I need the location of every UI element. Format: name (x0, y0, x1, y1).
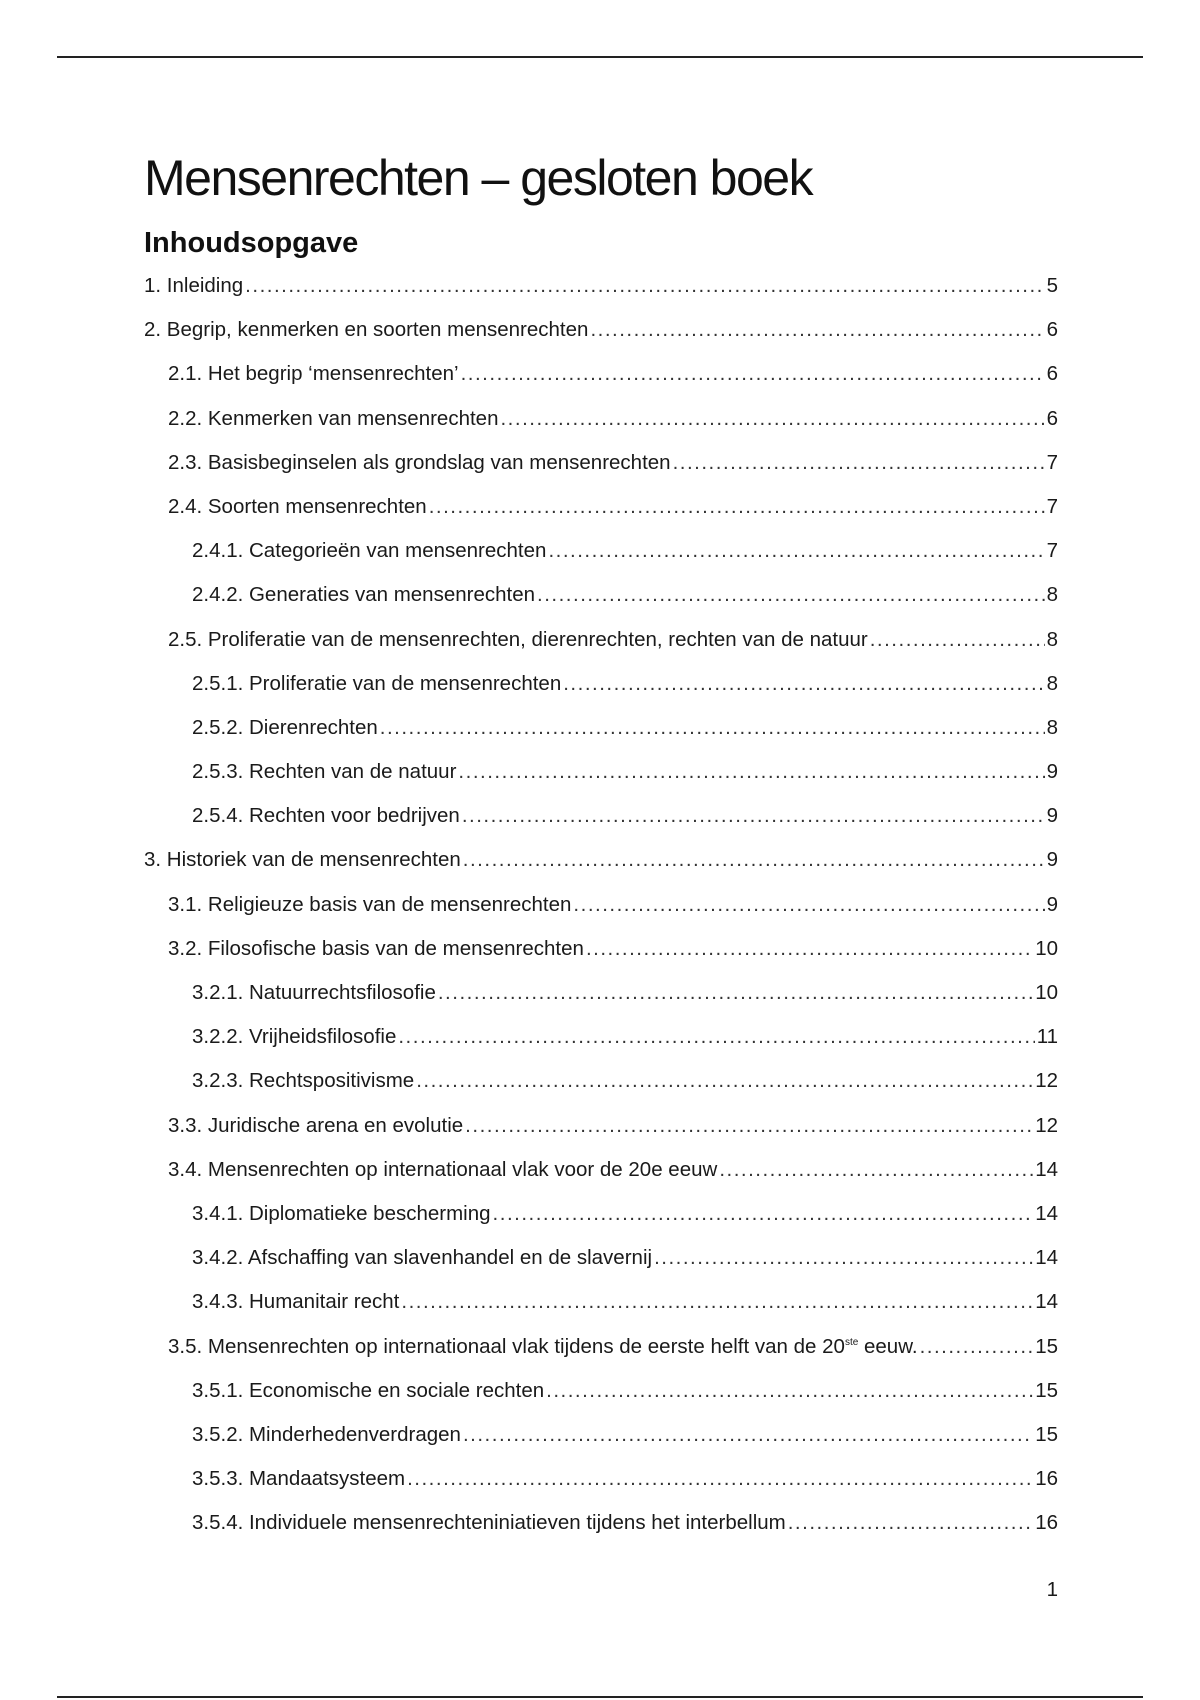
document-title: Mensenrechten – gesloten boek (144, 150, 813, 206)
toc-entry-title: 2.5.4. Rechten voor bedrijven (192, 804, 460, 828)
toc-dot-leader (401, 1290, 1033, 1314)
toc-entry-page: 7 (1046, 539, 1058, 563)
toc-entry-page: 10 (1035, 936, 1058, 960)
table-of-contents (144, 274, 1058, 1555)
toc-entry[interactable] (144, 274, 1058, 318)
toc-entry[interactable] (144, 804, 1058, 848)
toc-entry-title: 2.5.1. Proliferatie van de mensenrechten (192, 671, 562, 695)
toc-entry[interactable] (144, 318, 1058, 362)
toc-entry-page: 9 (1046, 804, 1058, 828)
toc-entry-page: 12 (1035, 1113, 1058, 1137)
toc-dot-leader (654, 1246, 1033, 1270)
toc-dot-leader (590, 318, 1044, 342)
toc-entry[interactable] (144, 937, 1058, 981)
toc-entry-page: 6 (1046, 406, 1058, 430)
toc-entry-page: 8 (1046, 671, 1058, 695)
toc-entry-page: 14 (1035, 1157, 1058, 1181)
toc-entry-title: 2.5.3. Rechten van de natuur (192, 760, 457, 784)
toc-entry-page: 14 (1035, 1290, 1058, 1314)
toc-entry-page: 14 (1035, 1246, 1058, 1270)
toc-entry-title: 3.5.1. Economische en sociale rechten (192, 1378, 545, 1402)
toc-entry[interactable] (144, 362, 1058, 406)
toc-dot-leader (462, 804, 1045, 828)
toc-entry-page: 7 (1046, 494, 1058, 518)
toc-dot-leader (465, 1114, 1033, 1138)
toc-entry-title: 2.4.1. Categorieën van mensenrechten (192, 539, 547, 563)
toc-dot-leader (429, 495, 1045, 519)
toc-entry-title: 2.5. Proliferatie van de mensenrechten, dierenrechten, rechten van de natuur (168, 627, 868, 651)
toc-heading: Inhoudsopgave (144, 227, 359, 259)
toc-entry[interactable] (144, 407, 1058, 451)
toc-entry-title (168, 1335, 918, 1359)
toc-dot-leader (407, 1467, 1033, 1491)
toc-dot-leader (458, 760, 1044, 784)
toc-entry[interactable] (144, 539, 1058, 583)
toc-entry[interactable] (144, 1158, 1058, 1202)
toc-dot-leader (719, 1158, 1033, 1182)
toc-entry-page: 7 (1046, 450, 1058, 474)
toc-entry-page: 11 (1036, 1025, 1058, 1049)
toc-entry-title: 2.1. Het begrip ‘mensenrechten’ (168, 362, 459, 386)
toc-dot-leader (788, 1511, 1033, 1535)
toc-entry-title: 3.2.1. Natuurrechtsfilosofie (192, 981, 436, 1004)
toc-entry-page: 6 (1046, 318, 1058, 342)
toc-dot-leader (438, 981, 1033, 1005)
bottom-rule (57, 1696, 1143, 1698)
toc-entry[interactable] (144, 716, 1058, 760)
toc-entry[interactable] (144, 495, 1058, 539)
toc-dot-leader (245, 274, 1044, 298)
toc-entry-title: 3.4. Mensenrechten op internationaal vlak voor de 20e eeuw (168, 1157, 718, 1181)
toc-dot-leader (586, 937, 1033, 961)
toc-dot-leader (398, 1025, 1034, 1049)
toc-dot-leader (546, 1379, 1033, 1403)
toc-entry-title: 2.5.2. Dierenrechten (192, 715, 378, 739)
toc-entry-page: 8 (1046, 715, 1058, 739)
toc-entry-page: 15 (1035, 1422, 1058, 1446)
toc-entry[interactable] (144, 1467, 1058, 1511)
toc-entry[interactable] (144, 1114, 1058, 1158)
toc-entry-title: 3.3. Juridische arena en evolutie (168, 1113, 464, 1137)
toc-entry-title: 2. Begrip, kenmerken en soorten mensenrechten (144, 318, 589, 342)
toc-entry[interactable] (144, 981, 1058, 1025)
toc-entry[interactable] (144, 1246, 1058, 1290)
toc-entry-title: 2.4.2. Generaties van mensenrechten (192, 583, 536, 607)
toc-entry-title: 3.5.4. Individuele mensenrechteniniatieven tijdens het interbellum (192, 1511, 786, 1535)
toc-entry[interactable] (144, 1423, 1058, 1467)
toc-dot-leader (461, 362, 1045, 386)
toc-entry-title: 2.2. Kenmerken van mensenrechten (168, 406, 499, 430)
toc-entry[interactable] (144, 672, 1058, 716)
toc-dot-leader (463, 848, 1045, 872)
toc-entry-title: 3.5.2. Minderhedenverdragen (192, 1422, 461, 1446)
page-number: 1 (1046, 1578, 1058, 1601)
toc-dot-leader (463, 1423, 1033, 1447)
toc-entry-page: 9 (1046, 760, 1058, 784)
toc-entry[interactable] (144, 583, 1058, 627)
toc-entry[interactable] (144, 1069, 1058, 1113)
toc-entry-title: 3.4.2. Afschaffing van slavenhandel en de slavernij (192, 1246, 653, 1270)
toc-dot-leader (537, 583, 1045, 607)
toc-dot-leader (673, 451, 1045, 475)
toc-entry-page: 16 (1035, 1467, 1058, 1491)
toc-entry[interactable] (144, 451, 1058, 495)
toc-entry-page: 8 (1046, 583, 1058, 607)
toc-entry-title: 2.3. Basisbeginselen als grondslag van mensenrechten (168, 450, 671, 474)
toc-entry-page: 5 (1046, 274, 1058, 297)
toc-entry-title: 3.2.3. Rechtspositivisme (192, 1069, 415, 1093)
toc-entry-page: 9 (1046, 892, 1058, 916)
toc-entry-title: 3.4.1. Diplomatieke bescherming (192, 1201, 491, 1225)
toc-entry[interactable] (144, 1025, 1058, 1069)
toc-entry-title-suffix: eeuw. (858, 1334, 918, 1358)
toc-entry-page: 10 (1035, 981, 1058, 1004)
toc-entry-title: 3.5.3. Mandaatsysteem (192, 1467, 406, 1491)
document-body (144, 146, 1058, 1555)
toc-entry-page: 16 (1035, 1511, 1058, 1535)
toc-entry-page: 15 (1035, 1378, 1058, 1402)
toc-dot-leader (493, 1202, 1034, 1226)
toc-entry-title: 2.4. Soorten mensenrechten (168, 494, 427, 518)
toc-entry-title: 3.4.3. Humanitair recht (192, 1290, 400, 1314)
toc-entry[interactable] (144, 893, 1058, 937)
toc-entry-page: 8 (1046, 627, 1058, 651)
toc-entry-title: 3.2.2. Vrijheidsfilosofie (192, 1025, 397, 1049)
toc-entry-page: 9 (1046, 848, 1058, 872)
toc-dot-leader (548, 539, 1044, 563)
toc-entry[interactable] (144, 628, 1058, 672)
toc-entry[interactable] (144, 760, 1058, 804)
toc-dot-leader (573, 893, 1044, 917)
toc-dot-leader (416, 1069, 1033, 1093)
toc-entry[interactable] (144, 1335, 1058, 1379)
toc-entry[interactable] (144, 1202, 1058, 1246)
top-rule (57, 56, 1143, 58)
toc-entry-page: 6 (1046, 362, 1058, 386)
toc-entry-title: 3.1. Religieuze basis van de mensenrechten (168, 892, 572, 916)
toc-dot-leader (500, 407, 1044, 431)
toc-entry-title: 3.2. Filosofische basis van de mensenrechten (168, 936, 584, 960)
toc-dot-leader (563, 672, 1044, 696)
toc-entry[interactable] (144, 1379, 1058, 1423)
toc-dot-leader (920, 1335, 1034, 1359)
toc-entry[interactable] (144, 848, 1058, 892)
toc-dot-leader (380, 716, 1045, 740)
toc-entry-page: 14 (1035, 1201, 1058, 1225)
toc-entry-title: 3. Historiek van de mensenrechten (144, 848, 461, 872)
toc-entry-title: 1. Inleiding (144, 274, 244, 297)
toc-entry[interactable] (144, 1290, 1058, 1334)
toc-dot-leader (870, 628, 1045, 652)
toc-entry-page: 15 (1035, 1334, 1058, 1358)
toc-entry[interactable] (144, 1511, 1058, 1555)
toc-entry-page: 12 (1035, 1069, 1058, 1093)
toc-entry-superscript: ste (844, 1336, 859, 1348)
toc-entry-title-main: 3.5. Mensenrechten op internationaal vlak tijdens de eerste helft van de 20 (168, 1334, 845, 1358)
